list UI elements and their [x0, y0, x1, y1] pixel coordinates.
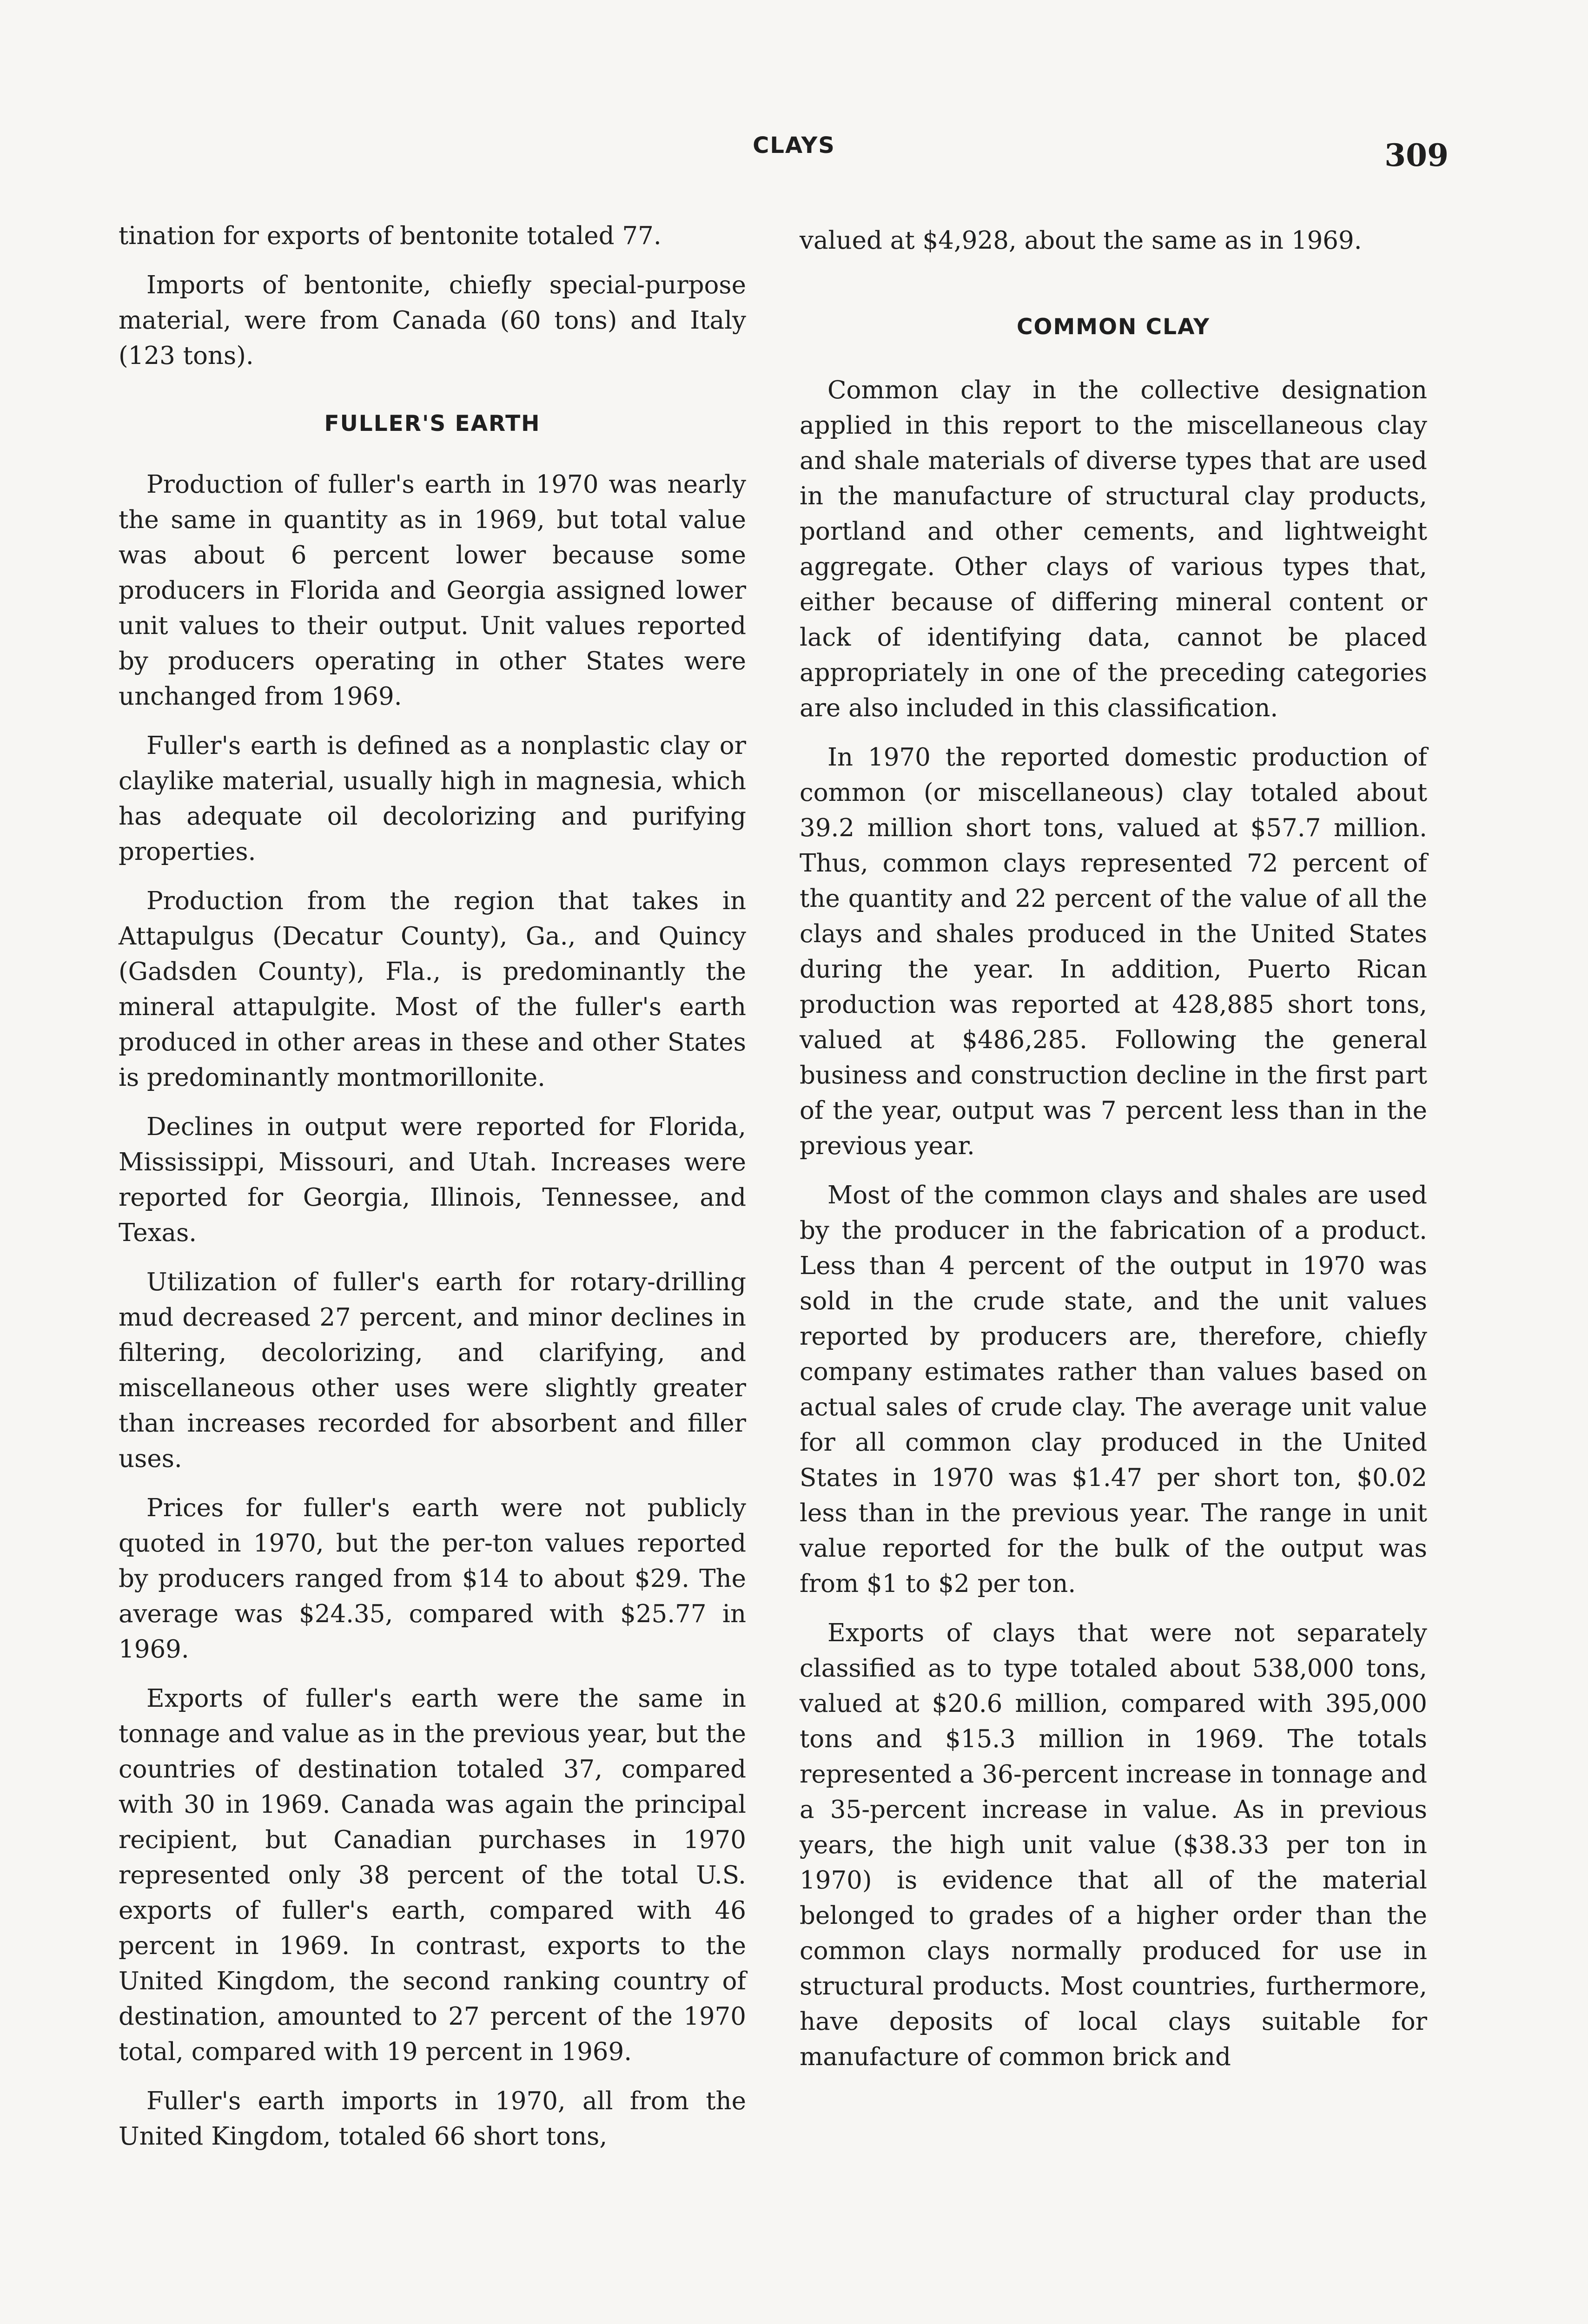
paragraph: Declines in output were reported for Florida, Mississippi, Missouri, and Utah. Increases were reported for Georgia, Illinois, Tennessee, and Texas. [119, 1113, 746, 1247]
paragraph: Production of fuller's earth in 1970 was nearly the same in quantity as in 1969, but total value was about 6 percent lower because some producers in Florida and Georgia assigned lower unit values to their output. Unit values reported by producers operating in other States were unchanged from 1969. [119, 470, 746, 711]
paragraph: Common clay in the collective designation applied in this report to the miscellaneous clay and shale materials of diverse types that are used in the manufacture of structural clay products, portland and other cements, and lightweight aggregate. Other clays of various types that, either because of differing mineral content or lack of identifying data, cannot be placed appropriately in one of the preceding categories are also included in this classification. [800, 376, 1427, 722]
paragraph: Imports of bentonite, chiefly special-purpose material, were from Canada (60 tons) and Italy (123 tons). [119, 271, 746, 370]
running-title: CLAYS [753, 132, 835, 158]
paragraph: In 1970 the reported domestic production of common (or miscellaneous) clay totaled about 39.2 million short tons, valued at $57.7 million. Thus, common clays represented 72 percent of the quantity and 22 percent of the value of all the clays and shales produced in the United States during the year. In addition, Puerto Rican production was reported at 428,885 short tons, valued at $486,285. Following the general business and construction decline in the first part of the year, output was 7 percent less than in the previous year. [800, 743, 1427, 1160]
left-column [119, 218, 746, 2168]
paragraph: Most of the common clays and shales are used by the producer in the fabrication of a product. Less than 4 percent of the output in 1970 was sold in the crude state, and the unit values reported by producers are, therefore, chiefly company estimates rather than values based on actual sales of crude clay. The average unit value for all common clay produced in the United States in 1970 was $1.47 per short ton, $0.02 less than in the previous year. The range in unit value reported for the bulk of the output was from $1 to $2 per ton. [800, 1181, 1427, 1598]
paragraph: Prices for fuller's earth were not publicly quoted in 1970, but the per-ton values reported by producers ranged from $14 to about $29. The average was $24.35, compared with $25.77 in 1969. [119, 1494, 746, 1664]
paragraph: valued at $4,928, about the same as in 1969. [800, 226, 1362, 255]
paragraph: Exports of clays that were not separately classified as to type totaled about 538,000 tons, valued at $20.6 million, compared with 395,000 tons and $15.3 million in 1969. The totals represented a 36-percent increase in tonnage and a 35-percent increase in value. As in previous years, the high unit value ($38.33 per ton in 1970) is evidence that all of the material belonged to grades of a higher order than the common clays normally produced for use in structural products. Most countries, furthermore, have deposits of local clays suitable for manufacture of common brick and [800, 1619, 1427, 2071]
paragraph: Production from the region that takes in Attapulgus (Decatur County), Ga., and Quincy (Gadsden County), Fla., is predominantly the mineral attapulgite. Most of the fuller's earth produced in other areas in these and other States is predominantly montmorillonite. [119, 887, 746, 1092]
paragraph: Utilization of fuller's earth for rotary-drilling mud decreased 27 percent, and minor declines in filtering, decolorizing, and clarifying, and miscellaneous other uses were slightly greater than increases recorded for absorbent and filler uses. [119, 1268, 746, 1473]
right-column [800, 223, 1427, 2089]
paragraph: tination for exports of bentonite totaled 77. [119, 222, 662, 250]
section-heading-common-clay: COMMON CLAY [1017, 314, 1210, 340]
section-heading-fullers-earth: FULLER'S EARTH [324, 411, 541, 436]
paragraph: Exports of fuller's earth were the same in tonnage and value as in the previous year, but the countries of destination totaled 37, compared with 30 in 1969. Canada was again the principal recipient, but Canadian purchases in 1970 represented only 38 percent of the total U.S. exports of fuller's earth, compared with 46 percent in 1969. In contrast, exports to the United Kingdom, the second ranking country of destination, amounted to 27 percent of the 1970 total, compared with 19 percent in 1969. [119, 1684, 746, 2066]
paragraph: Fuller's earth imports in 1970, all from the United Kingdom, totaled 66 short tons, [119, 2087, 746, 2151]
paragraph: Fuller's earth is defined as a nonplastic clay or claylike material, usually high in magnesia, which has adequate oil decolorizing and purifying properties. [119, 732, 746, 866]
page-number: 309 [1384, 137, 1449, 173]
